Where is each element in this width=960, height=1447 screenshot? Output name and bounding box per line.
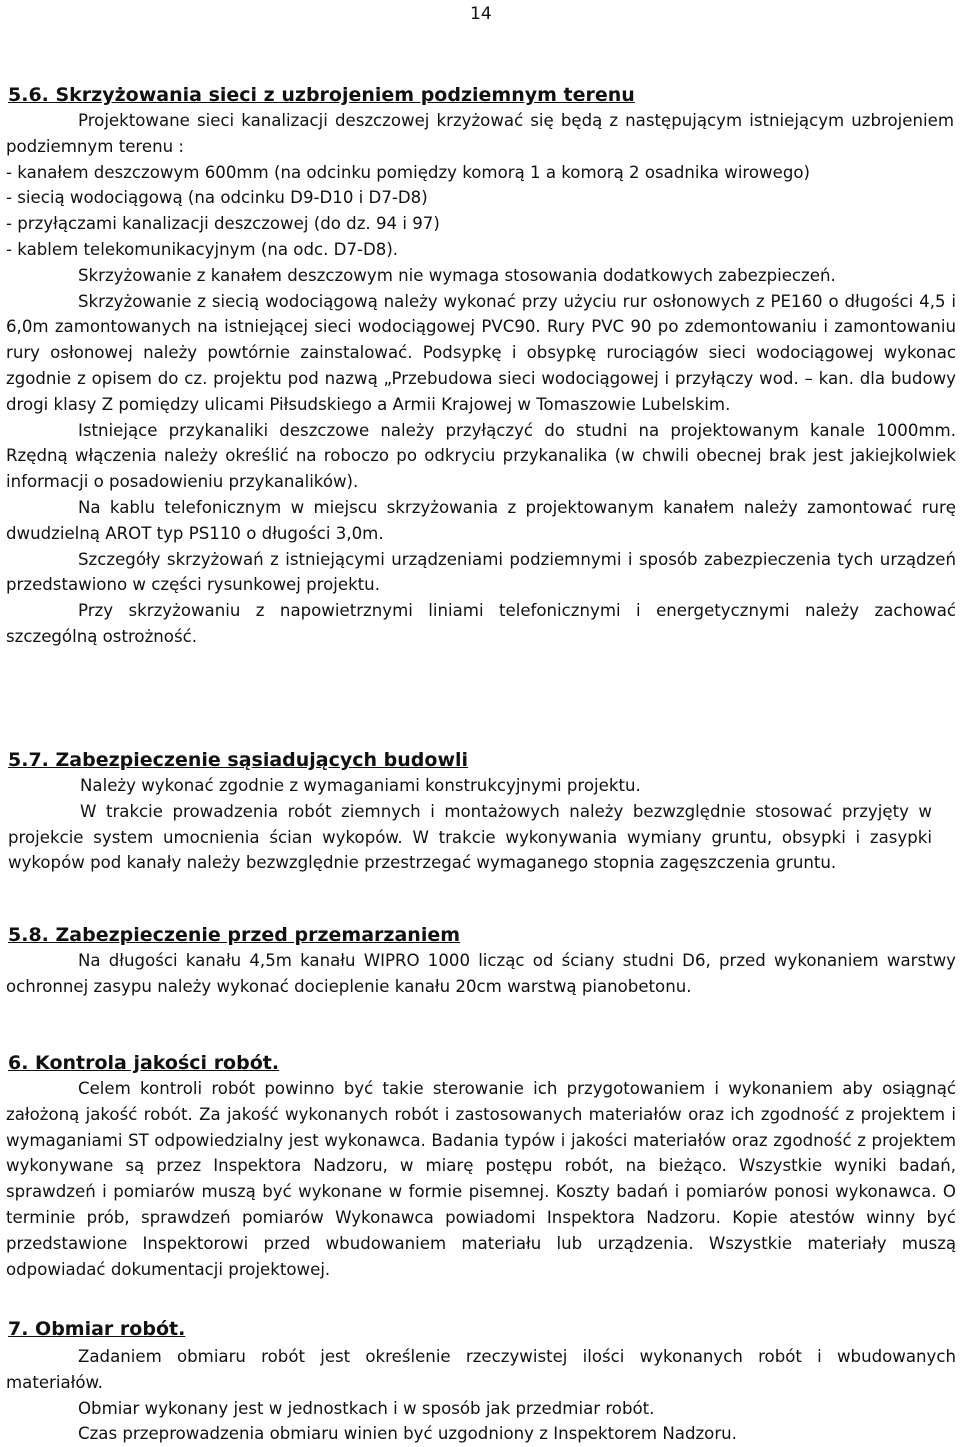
list-item: - siecią wodociągową (na odcinku D9-D10 i D7-D8)	[6, 188, 428, 208]
page-number: 14	[470, 4, 492, 24]
paragraph: Celem kontroli robót powinno być takie sterowanie ich przygotowaniem i wykonaniem aby osiągnąć założoną jakość robót. Za jakość wykonanych robót i zastosowanych materiałów oraz ich zgodność z projektem i wymaganiami ST odpowiedzialny jest wykonawca. Badania typów i jakości materiałów oraz zgodność z projektem wykonywane są przez Inspektora Nadzoru, w miarę postępu robót, na bieżąco. Wszystkie wyniki badań, sprawdzeń i pomiarów muszą być wykonane w formie pisemnej. Koszty badań i pomiarów ponosi wykonawca. O terminie prób, sprawdzeń pomiarów Wykonawca powiadomi Inspektora Nadzoru. Kopie atestów winny być przedstawione Inspektorowi przed wbudowaniem materiału lub urządzenia. Wszystkie materiały muszą odpowiadać dokumentacji projektowej.	[6, 1079, 956, 1279]
paragraph: Obmiar wykonany jest w jednostkach i w sposób jak przedmiar robót.	[78, 1398, 655, 1418]
list-item: - kablem telekomunikacyjnym (na odc. D7-D8).	[6, 239, 399, 259]
paragraph: Na długości kanału 4,5m kanału WIPRO 1000 licząc od ściany studni D6, przed wykonaniem warstwy ochronnej zasypu należy wykonać docieplenie kanału 20cm warstwą pianobetonu.	[6, 951, 956, 996]
paragraph: Na kablu telefonicznym w miejscu skrzyżowania z projektowanym kanałem należy zamontować rurę dwudzielną AROT typ PS110 o długości 3,0m.	[6, 497, 956, 543]
section-6	[0, 1050, 960, 1282]
section-heading: 6. Kontrola jakości robót.	[8, 1052, 280, 1074]
section-heading: 5.7. Zabezpieczenie sąsiadujących budowli	[8, 749, 469, 771]
paragraph: Szczegóły skrzyżowań z istniejącymi urządzeniami podziemnymi i sposób zabezpieczenia tych urządzeń przedstawiono w części rysunkowej projektu.	[6, 549, 956, 595]
paragraph: Skrzyżowanie z siecią wodociągową należy wykonać przy użyciu rur osłonowych z PE160 o długości 4,5 i 6,0m zamontowanych na istniejącej sieci wodociągowej PVC90. Rury PVC 90 po zdemontowaniu i zamontowaniu rury osłonowej należy powtórnie zainstalować. Podsypkę i obsypkę rurociągów sieci wodociągowej wykonac zgodnie z opisem do cz. projektu pod nazwą „Przebudowa sieci wodociągowej i przyłączy wod. – kan. dla budowy drogi klasy Z pomiędzy ulicami Piłsudskiego a Armii Krajowej w Tomaszowie Lubelskim.	[6, 291, 956, 414]
list-item: - kanałem deszczowym 600mm (na odcinku pomiędzy komorą 1 a komorą 2 osadnika wirowego)	[6, 162, 810, 182]
paragraph: Istniejące przykanaliki deszczowe należy przyłączyć do studni na projektowanym kanale 1000mm. Rzędną włączenia należy określić na roboczo po odkryciu przykanalika (w chwili obecnej brak jest jakiejkolwiek informacji o posadowieniu przykanalików).	[6, 420, 956, 492]
paragraph: Czas przeprowadzenia obmiaru winien być uzgodniony z Inspektorem Nadzoru.	[78, 1424, 737, 1444]
list-item: - przyłączami kanalizacji deszczowej (do dz. 94 i 97)	[6, 214, 440, 234]
section-heading: 7. Obmiar robót.	[8, 1318, 186, 1340]
section-5-8	[0, 922, 960, 1000]
paragraph: Przy skrzyżowaniu z napowietrznymi liniami telefonicznymi i energetycznymi należy zachować szczególną ostrożność.	[6, 601, 956, 646]
paragraph: Projektowane sieci kanalizacji deszczowej krzyżować się będą z następującym istniejącym uzbrojeniem podziemnym terenu :	[6, 111, 954, 156]
paragraph: W trakcie prowadzenia robót ziemnych i montażowych należy bezwzględnie stosować przyjęty w projekcie system umocnienia ścian wykopów. W trakcie wykonywania wymiany gruntu, obsypki i zasypki wykopów pod kanały należy bezwzględnie przestrzegać wymaganego stopnia zagęszczenia gruntu.	[8, 801, 932, 873]
section-7	[0, 1316, 960, 1447]
paragraph: Należy wykonać zgodnie z wymaganiami konstrukcyjnymi projektu.	[80, 776, 641, 795]
paragraph: Skrzyżowanie z kanałem deszczowym nie wymaga stosowania dodatkowych zabezpieczeń.	[78, 265, 836, 285]
section-heading: 5.6. Skrzyżowania sieci z uzbrojeniem podziemnym terenu	[8, 84, 635, 106]
section-5-7	[0, 747, 960, 876]
paragraph: Zadaniem obmiaru robót jest określenie rzeczywistej ilości wykonanych robót i wbudowanych materiałów.	[6, 1347, 956, 1392]
section-heading: 5.8. Zabezpieczenie przed przemarzaniem	[8, 924, 461, 946]
section-5-6	[0, 82, 960, 650]
